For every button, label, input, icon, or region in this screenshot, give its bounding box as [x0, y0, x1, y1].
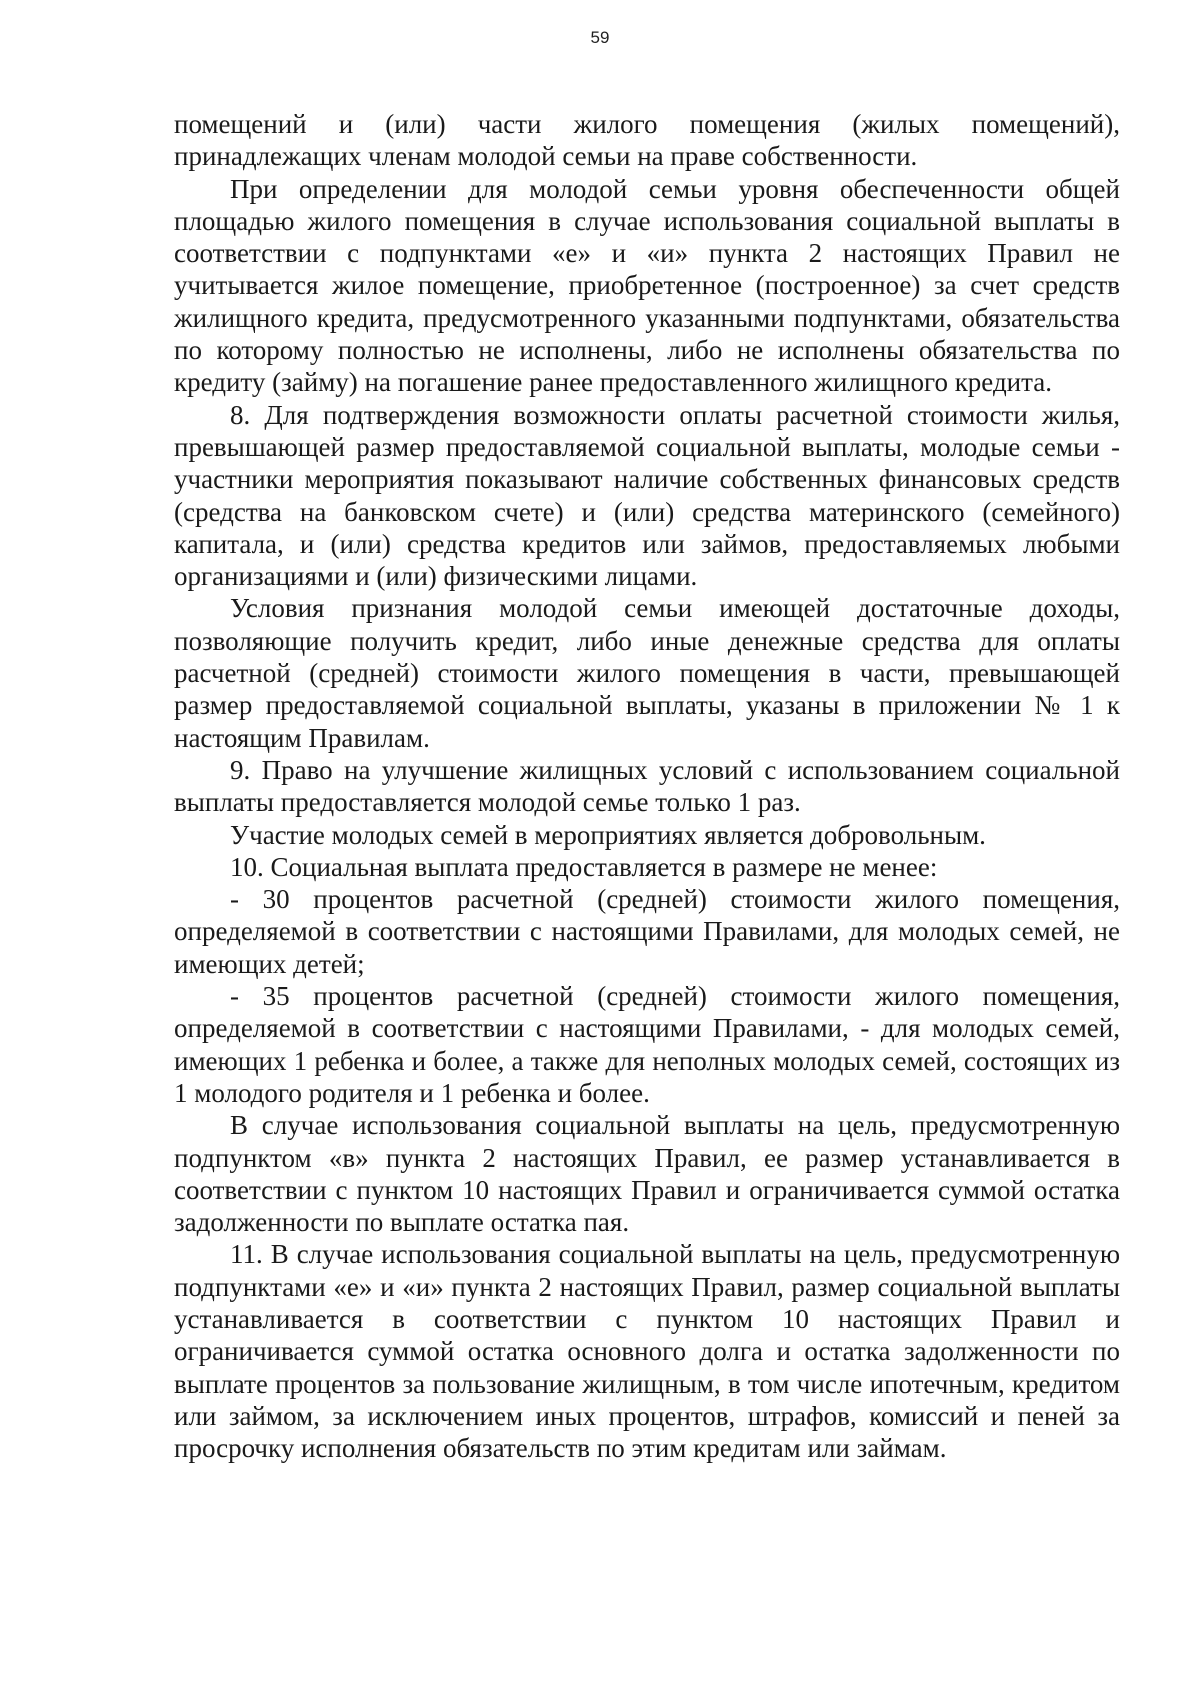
document-body	[174, 108, 1120, 1464]
list-item-30-percent: - 30 процентов расчетной (средней) стоимости жилого помещения, определяемой в соответствии с настоящими Правилами, для молодых семей, не имеющих детей;	[174, 884, 1120, 979]
page-number: 59	[590, 28, 610, 47]
paragraph-item-11: 11. В случае использования социальной выплаты на цель, предусмотренную подпунктами «е» и «и» пункта 2 настоящих Правил, размер социальной выплаты устанавливается в соответствии с пунктом 10 настоящих Правил и ограничивается суммой остатка основного долга и остатка задолженности по выплате процентов за пользование жилищным, в том числе ипотечным, кредитом или займом, за исключением иных процентов, штрафов, комиссий и пеней за просрочку исполнения обязательств по этим кредитам или займам.	[174, 1239, 1120, 1464]
paragraph-item-8: 8. Для подтверждения возможности оплаты расчетной стоимости жилья, превышающей размер предоставляемой социальной выплаты, молодые семьи - участники мероприятия показывают наличие собственных финансовых средств (средства на банковском счете) и (или) средства материнского (семейного) капитала, и (или) средства кредитов или займов, предоставляемых любыми организациями и (или) физическими лицами.	[174, 399, 1120, 592]
paragraph-sufficient-income-conditions: Условия признания молодой семьи имеющей достаточные доходы, позволяющие получить кредит, либо иные денежные средства для оплаты расчетной (средней) стоимости жилого помещения в части, превышающей размер предоставляемой социальной выплаты, указаны в приложении № 1 к настоящим Правилам.	[174, 593, 1120, 753]
paragraph-continuation: помещений и (или) части жилого помещения (жилых помещений), принадлежащих членам молодой семьи на праве собственности.	[174, 109, 1120, 172]
paragraph-housing-provision-level: При определении для молодой семьи уровня обеспеченности общей площадью жилого помещения в случае использования социальной выплаты в соответствии с подпунктами «е» и «и» пункта 2 настоящих Правил не учитывается жилое помещение, приобретенное (построенное) за счет средств жилищного кредита, предусмотренного указанными подпунктами, обязательства по которому полностью не исполнены, либо не исполнены обязательства по кредиту (займу) на погашение ранее предоставленного жилищного кредита.	[174, 173, 1120, 398]
paragraph-item-9: 9. Право на улучшение жилищных условий с использованием социальной выплаты предоставляется молодой семье только 1 раз.	[174, 754, 1120, 818]
paragraph-voluntary-participation: Участие молодых семей в мероприятиях является добровольным.	[230, 819, 986, 850]
paragraph-share-payment-case: В случае использования социальной выплаты на цель, предусмотренную подпунктом «в» пункта 2 настоящих Правил, ее размер устанавливается в соответствии с пунктом 10 настоящих Правил и ограничивается суммой остатка задолженности по выплате остатка пая.	[174, 1110, 1120, 1238]
list-item-35-percent: - 35 процентов расчетной (средней) стоимости жилого помещения, определяемой в соответствии с настоящими Правилами, - для молодых семей, имеющих 1 ребенка и более, а также для неполных молодых семей, состоящих из 1 молодого родителя и 1 ребенка и более.	[174, 981, 1120, 1108]
paragraph-item-10: 10. Социальная выплата предоставляется в размере не менее:	[230, 851, 938, 882]
